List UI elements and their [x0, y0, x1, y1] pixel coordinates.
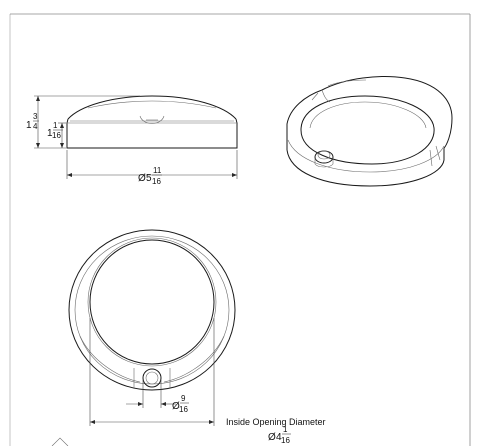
pin-diameter-symbol: Ø: [172, 401, 180, 412]
total-height-label: [26, 112, 39, 131]
outer-diameter-den: 16: [152, 177, 161, 186]
corner-mark: [52, 438, 68, 446]
body-height-whole: 1: [47, 128, 53, 139]
isometric-view: [287, 77, 452, 187]
top-view: [69, 230, 235, 390]
side-view: [67, 96, 237, 148]
sheet-border: [10, 14, 470, 446]
inside-opening-whole: 4: [276, 432, 282, 443]
total-height-num: 3: [33, 112, 38, 121]
pin-diameter-den: 16: [179, 405, 188, 414]
inside-opening-den: 16: [281, 436, 290, 445]
pin-diameter-num: 9: [181, 394, 186, 403]
total-height-whole: 1: [26, 120, 32, 131]
body-height-label: [47, 121, 63, 140]
body-height-den: 16: [52, 131, 61, 140]
outer-diameter-dimension: [67, 150, 237, 179]
outer-diameter-symbol: Ø: [138, 173, 146, 184]
body-height-num: 1: [53, 121, 58, 130]
inside-opening-caption: Inside Opening Diameter: [226, 417, 326, 427]
total-height-den: 4: [33, 122, 38, 131]
outer-diameter-whole: 5: [146, 173, 152, 184]
outer-diameter-num: 11: [153, 166, 162, 175]
height-dimensions: [34, 96, 140, 148]
inside-opening-num: 1: [283, 425, 288, 434]
pin-diameter-label: [172, 394, 189, 414]
inside-opening-label: [226, 417, 326, 445]
inside-opening-symbol: Ø: [268, 432, 276, 443]
outer-diameter-label: [138, 166, 162, 186]
